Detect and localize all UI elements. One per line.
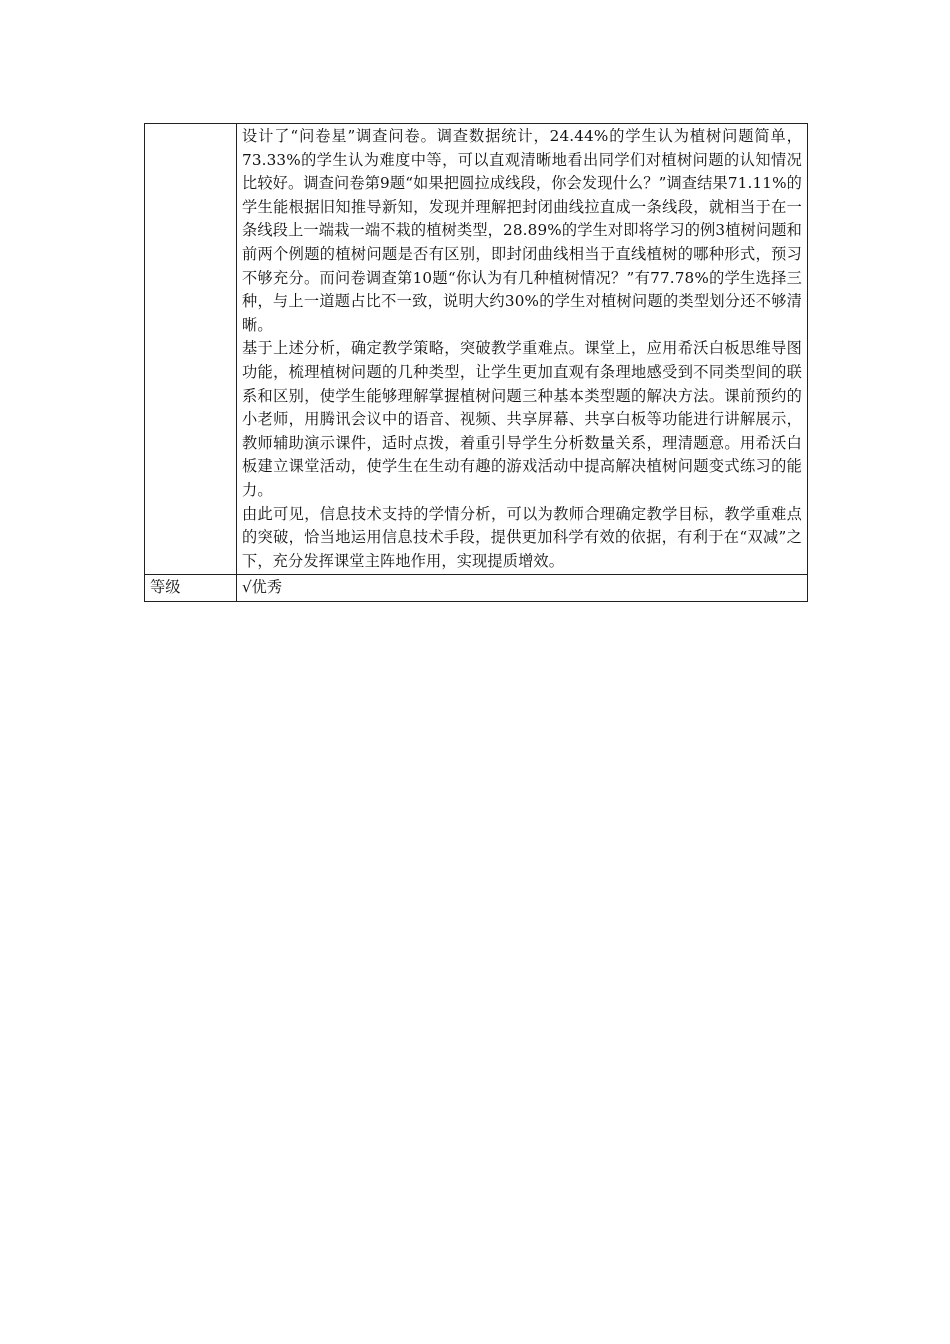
grade-value-cell	[237, 575, 808, 602]
analysis-row	[145, 124, 808, 575]
grade-value: √优秀	[242, 578, 283, 597]
paragraph-teaching-strategy: 基于上述分析，确定教学策略，突破教学重难点。课堂上，应用希沃白板思维导图功能，梳理植树问题的几种类型，让学生更加直观有条理地感受到不同类型间的联系和区别，使学生能够理解掌握植树问题三种基本类型题的解决方法。课前预约的小老师，用腾讯会议中的语音、视频、共享屏幕、共享白板等功能进行讲解展示，教师辅助演示课件，适时点拨，着重引导学生分析数量关系，理清题意。用希沃白板建立课堂活动，使学生在生动有趣的游戏活动中提高解决植树问题变式练习的能力。	[242, 339, 802, 499]
grade-label-cell	[145, 575, 237, 602]
grade-label: 等级	[150, 578, 181, 597]
analysis-content-cell	[237, 124, 808, 575]
evaluation-table	[144, 123, 808, 602]
grade-row	[145, 575, 808, 602]
paragraph-conclusion: 由此可见，信息技术支持的学情分析，可以为教师合理确定教学目标，教学重难点的突破，恰当地运用信息技术手段，提供更加科学有效的依据，有利于在“双减”之下，充分发挥课堂主阵地作用，实现提质增效。	[242, 504, 802, 570]
analysis-label-cell	[145, 124, 237, 575]
paragraph-survey-results: 设计了“问卷星”调查问卷。调查数据统计，24.44%的学生认为植树问题简单，73.33%的学生认为难度中等，可以直观清晰地看出同学们对植树问题的认知情况比较好。调查问卷第9题“如果把圆拉成线段，你会发现什么？”调查结果71.11%的学生能根据旧知推导新知，发现并理解把封闭曲线拉直成一条线段，就相当于在一条线段上一端栽一端不栽的植树类型，28.89%的学生对即将学习的例3植树问题和前两个例题的植树问题是否有区别，即封闭曲线相当于直线植树的哪种形式，预习不够充分。而问卷调查第10题“你认为有几种植树情况？”有77.78%的学生选择三种，与上一道题占比不一致，说明大约30%的学生对植树问题的类型划分还不够清晰。	[242, 127, 802, 334]
